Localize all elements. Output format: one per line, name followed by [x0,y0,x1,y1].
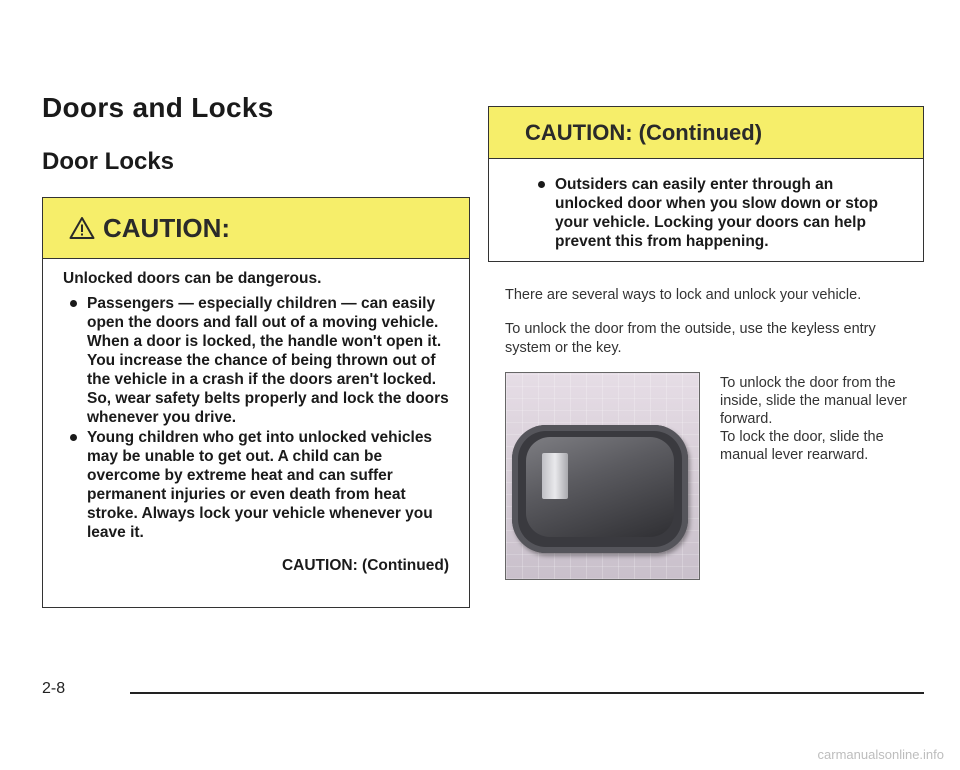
caution-continued-note: CAUTION: (Continued) [281,557,449,574]
caution-box-left [42,197,470,608]
caution-bullet-list [63,294,449,542]
caution-intro: Unlocked doors can be dangerous. [63,270,322,287]
caution-title: CAUTION: [103,212,231,243]
caution-box-right [488,106,924,262]
caution-bullet-list [531,175,905,251]
caption-lock: To lock the door, slide the manual lever rearward. [720,429,884,463]
body-paragraph: There are several ways to lock and unlock your vehicle. [505,287,862,303]
page-number: 2-8 [42,680,66,697]
photo-caption [720,374,920,464]
section-title: Doors and Locks [42,92,274,123]
caution-header [489,107,923,159]
subsection-title: Door Locks [42,148,175,175]
manual-lock-lever [542,453,568,499]
caution-bullet-item: Passengers — especially children — can easily open the doors and fall out of a moving vehicle. When a door is locked, the handle won't open it. You increase the chance of being thrown out of the vehicle in a crash if the doors aren't locked. So, wear safety belts properly and lock the doors whenever you drive. [63,294,449,427]
caption-unlock: To unlock the door from the inside, slide the manual lever forward. [720,375,907,427]
body-paragraph: To unlock the door from the outside, use the keyless entry system or the key. [505,321,876,356]
caution-header [43,198,469,259]
caution-body [489,159,923,251]
footer-rule [130,692,924,694]
caution-title: CAUTION: (Continued) [525,119,763,145]
caution-body [43,269,469,575]
door-lock-lever-photo [505,372,700,580]
caution-bullet-item: Young children who get into unlocked vehicles may be unable to get out. A child can be overcome by extreme heat and can suffer permanent injuries or even death from heat stroke. Always lock your vehicle whenever you leave it. [63,428,449,542]
caution-bullet-item: Outsiders can easily enter through an unlocked door when you slow down or stop your vehicle. Locking your doors can help prevent this from happening. [531,175,905,251]
watermark: carmanualsonline.info [817,747,944,762]
warning-triangle-icon [69,216,95,240]
